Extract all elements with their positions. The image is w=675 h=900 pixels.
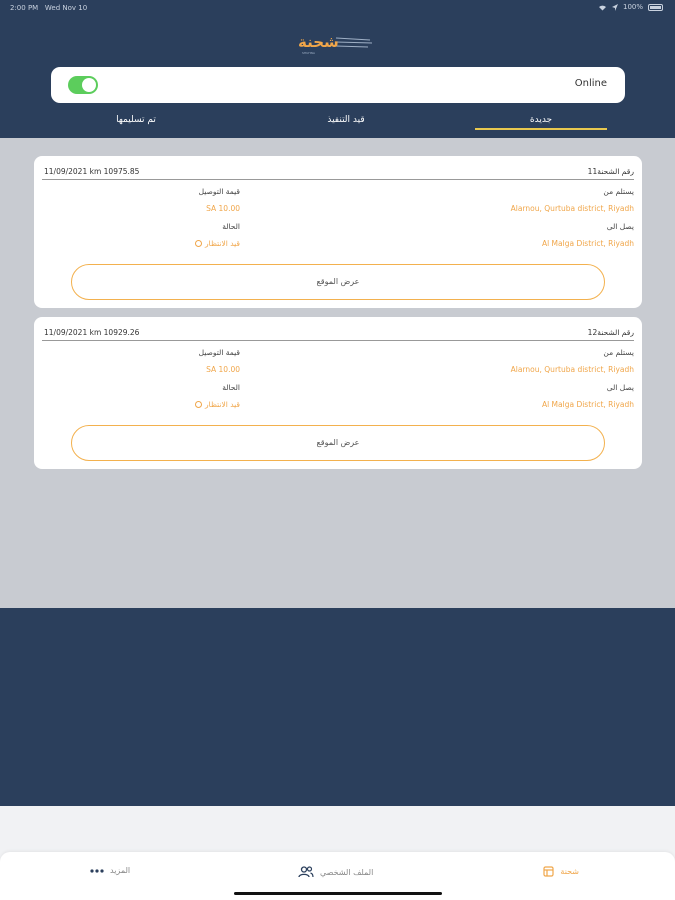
- receive-value: Alarnou, Qurtuba district, Riyadh: [510, 204, 634, 213]
- clock-icon: [195, 240, 202, 247]
- view-location-button[interactable]: عرض الموقع: [71, 264, 605, 300]
- shipment-card: [34, 156, 642, 308]
- receive-value: Alarnou, Qurtuba district, Riyadh: [510, 365, 634, 374]
- status-time-date: [10, 4, 87, 12]
- status-date: Wed Nov 10: [44, 4, 88, 12]
- toggle-knob: [82, 78, 96, 92]
- deliver-label: يصل الى: [606, 383, 634, 392]
- status-label: الحالة: [222, 222, 240, 231]
- nav-more-label: المزيد: [110, 866, 131, 875]
- tab-new[interactable]: جديدة: [529, 115, 553, 125]
- battery-percent: 100%: [622, 3, 643, 11]
- card-header: [42, 164, 634, 180]
- logo-text: شحنة: [298, 33, 339, 51]
- nav-shipment[interactable]: [543, 866, 579, 877]
- online-status-bar: [51, 67, 625, 103]
- status-time: 2:00 PM: [10, 4, 39, 12]
- location-icon: [612, 4, 618, 11]
- status-right: [598, 3, 663, 11]
- status-bar: [0, 0, 675, 16]
- nav-profile-label: الملف الشخصي: [320, 867, 374, 877]
- clock-icon: [195, 401, 202, 408]
- shipment-tabs: [0, 112, 675, 138]
- card-header: [42, 325, 634, 341]
- status-value-row: [195, 400, 240, 409]
- app-logo: [290, 28, 374, 58]
- more-dots-icon: [90, 869, 104, 873]
- shipment-number: رقم الشحنة11: [587, 167, 634, 176]
- shipment-date-distance: 11/09/2021 km 10929.26: [44, 328, 140, 337]
- nav-shipment-label: شحنة: [560, 867, 579, 876]
- status-value: قيد الانتظار: [205, 400, 240, 409]
- fee-label: قيمة التوصيل: [198, 348, 240, 357]
- dark-background-section: [0, 608, 675, 806]
- box-icon: [543, 866, 554, 877]
- view-location-button[interactable]: عرض الموقع: [71, 425, 605, 461]
- shipment-date-distance: 11/09/2021 km 10975.85: [44, 167, 140, 176]
- active-tab-indicator: [475, 128, 607, 130]
- shipments-list: [0, 138, 675, 608]
- shipment-card: [34, 317, 642, 469]
- status-value: قيد الانتظار: [205, 239, 240, 248]
- wifi-icon: [598, 4, 607, 11]
- online-toggle[interactable]: [68, 76, 98, 94]
- fee-value: SA 10.00: [206, 365, 240, 374]
- battery-icon: [648, 4, 663, 11]
- tab-in-progress[interactable]: قيد التنفيذ: [327, 115, 365, 125]
- status-label: الحالة: [222, 383, 240, 392]
- online-label: Online: [574, 78, 607, 89]
- fee-value: SA 10.00: [206, 204, 240, 213]
- nav-more[interactable]: [90, 866, 130, 875]
- deliver-value: Al Malga District, Riyadh: [541, 400, 634, 409]
- deliver-label: يصل الى: [606, 222, 634, 231]
- receive-label: يستلم من: [603, 187, 634, 196]
- shipment-number: رقم الشحنة12: [587, 328, 634, 337]
- users-icon: [298, 866, 314, 878]
- tab-delivered[interactable]: تم تسليمها: [116, 115, 156, 125]
- home-indicator: [234, 892, 442, 895]
- deliver-value: Al Malga District, Riyadh: [541, 239, 634, 248]
- svg-text:SHUHNA: SHUHNA: [302, 51, 315, 55]
- fee-label: قيمة التوصيل: [198, 187, 240, 196]
- receive-label: يستلم من: [603, 348, 634, 357]
- nav-profile[interactable]: [298, 866, 373, 878]
- status-value-row: [195, 239, 240, 248]
